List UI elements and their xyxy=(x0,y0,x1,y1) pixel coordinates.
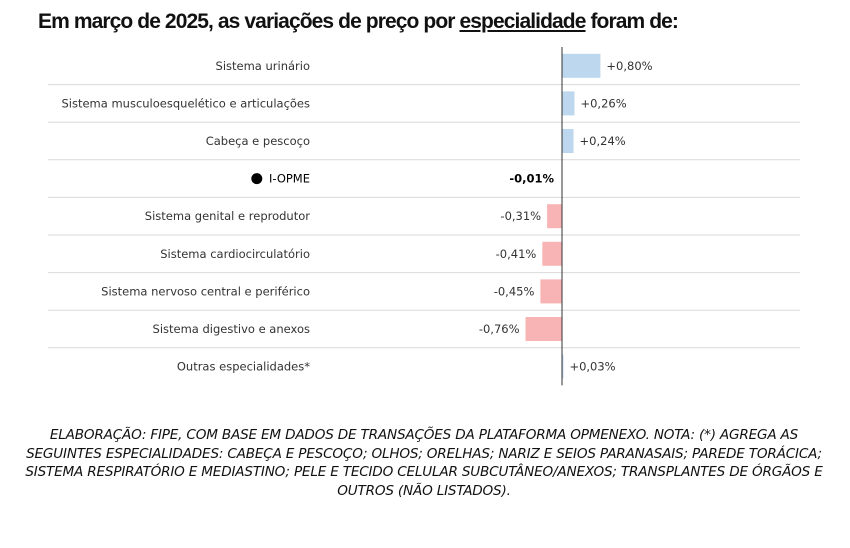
bar xyxy=(547,204,562,228)
category-label: I-OPME xyxy=(268,171,310,186)
bar xyxy=(526,317,562,341)
chart-title-underlined: especialidade xyxy=(459,10,586,33)
category-label: Outras especialidades* xyxy=(176,359,310,374)
chart-title-end: foram de: xyxy=(585,10,679,33)
value-label: -0,31% xyxy=(500,209,542,224)
bar xyxy=(562,54,600,78)
value-label: +0,80% xyxy=(606,58,653,73)
bar xyxy=(540,279,562,303)
bar xyxy=(562,129,574,153)
value-label: -0,41% xyxy=(495,246,537,261)
value-label: -0,01% xyxy=(509,171,554,186)
category-label: Sistema musculoesquelético e articulações xyxy=(61,96,310,111)
source-note: ELABORAÇÃO: FIPE, COM BASE EM DADOS DE TRANSAÇÕES DA PLATAFORMA OPMENEXO. NOTA: (*) AGREGA AS SEGUINTES ESPECIALIDADES: CABEÇA E PESCOÇO; OLHOS; ORELHAS; NARIZ E SEIOS PARANASAIS; PAREDE TORÁCICA; SISTEMA RESPIRATÓRIO E MEDIASTINO; PELE E TECIDO CELULAR SUBCUTÂNEO/ANEXOS; TRANSPLANTES DE ÓRGÃOS E OUTROS (NÃO LISTADOS). xyxy=(25,427,823,499)
category-label: Sistema digestivo e anexos xyxy=(152,322,310,336)
chart-title-start: Em março de 2025, as variações de preço por xyxy=(38,10,460,33)
category-label: Sistema genital e reprodutor xyxy=(144,209,310,224)
bar xyxy=(542,242,562,266)
chart-title xyxy=(38,10,678,34)
bar-chart xyxy=(0,40,850,390)
value-label: -0,45% xyxy=(493,284,535,299)
value-label: +0,26% xyxy=(580,96,627,111)
value-label: -0,76% xyxy=(478,322,520,336)
category-label: Sistema nervoso central e periférico xyxy=(101,284,310,299)
value-label: +0,03% xyxy=(569,359,616,374)
bar xyxy=(562,91,574,115)
value-label: +0,24% xyxy=(579,134,626,148)
highlight-marker-icon xyxy=(251,173,262,184)
category-label: Cabeça e pescoço xyxy=(205,134,310,148)
category-label: Sistema urinário xyxy=(215,58,310,73)
category-label: Sistema cardiocirculatório xyxy=(160,246,310,261)
